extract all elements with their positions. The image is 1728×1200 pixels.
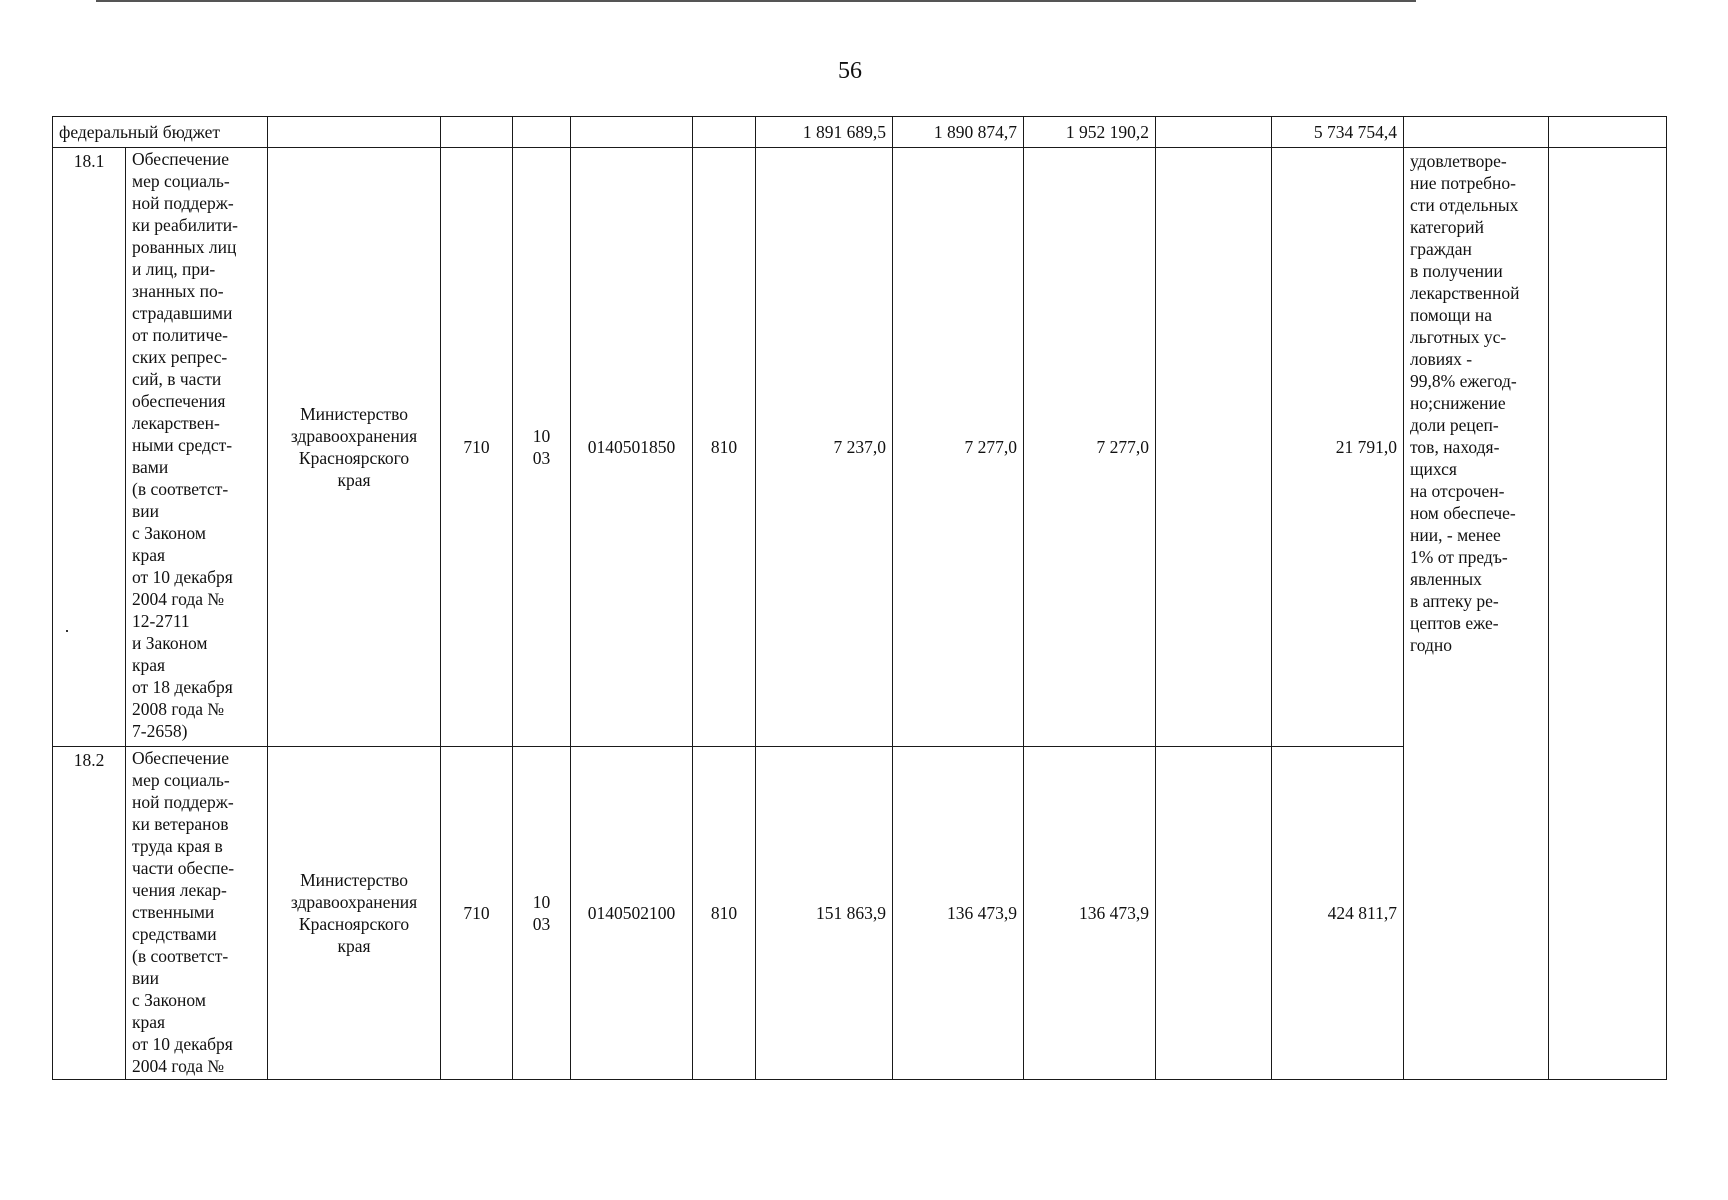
amount-2021: 7 277,0 <box>1024 148 1156 747</box>
rzpr-code: 10 03 <box>513 747 571 1080</box>
extra-cell <box>1549 148 1667 1080</box>
executor-name: Министерство здравоохранения Красноярского края <box>268 148 441 747</box>
vr-code: 810 <box>693 747 756 1080</box>
page-number: 56 <box>838 58 862 84</box>
federal-sum-2020: 1 890 874,7 <box>893 117 1024 148</box>
federal-extra-cell <box>1549 117 1667 148</box>
executor-name: Министерство здравоохранения Красноярского края <box>268 747 441 1080</box>
item-description: Обеспечение мер социаль- ной поддерж- ки ветеранов труда края в части обеспе- чения лекар- ственными средствами (в соответст- вии с Законом края от 10 декабря 2004 года № <box>126 747 268 1080</box>
expected-result: удовлетворе- ние потребно- сти отдельных категорий граждан в получении лекарственной помощи на льготных ус- ловиях - 99,8% ежегод- но;снижение доли рецеп- тов, находя- щихся на отсрочен- ном обеспече- нии, - менее 1% от предъ- явленных в аптеку ре- цептов еже- годно <box>1404 148 1549 1080</box>
federal-budget-row <box>53 117 1667 148</box>
federal-vr-cell <box>693 117 756 148</box>
federal-empty-cell <box>1156 117 1272 148</box>
item-number: 18.2 <box>53 747 126 1080</box>
budget-table <box>52 116 1667 1080</box>
grbs-code: 710 <box>441 747 513 1080</box>
item-description: Обеспечение мер социаль- ной поддерж- ки реабилити- рованных лиц и лиц, при- знанных по- страдавшими от политиче- ских репрес- сий, в части обеспечения лекарствен- ными средст- вами (в соответст- вии с Законом края от 10 декабря 2004 года № 12-2711 и Законом края от 18 декабря 2008 года № 7-2658) <box>126 148 268 747</box>
csr-code: 0140501850 <box>571 148 693 747</box>
csr-code: 0140502100 <box>571 747 693 1080</box>
federal-total: 5 734 754,4 <box>1272 117 1404 148</box>
federal-rzpr-cell <box>513 117 571 148</box>
federal-csr-cell <box>571 117 693 148</box>
federal-sum-2021: 1 952 190,2 <box>1024 117 1156 148</box>
federal-sum-2019: 1 891 689,5 <box>756 117 893 148</box>
federal-grbs-cell <box>441 117 513 148</box>
table-row-18-1 <box>53 148 1667 747</box>
vr-code: 810 <box>693 148 756 747</box>
amount-2021: 136 473,9 <box>1024 747 1156 1080</box>
federal-budget-label: федеральный бюджет <box>53 117 268 148</box>
empty-cell <box>1156 148 1272 747</box>
amount-2019: 151 863,9 <box>756 747 893 1080</box>
rzpr-code: 10 03 <box>513 148 571 747</box>
top-edge-rule <box>96 0 1416 2</box>
federal-result-cell <box>1404 117 1549 148</box>
empty-cell <box>1156 747 1272 1080</box>
amount-2020: 136 473,9 <box>893 747 1024 1080</box>
amount-total: 424 811,7 <box>1272 747 1404 1080</box>
federal-executor-cell <box>268 117 441 148</box>
item-number: 18.1 <box>53 148 126 747</box>
grbs-code: 710 <box>441 148 513 747</box>
amount-2019: 7 237,0 <box>756 148 893 747</box>
amount-total: 21 791,0 <box>1272 148 1404 747</box>
amount-2020: 7 277,0 <box>893 148 1024 747</box>
